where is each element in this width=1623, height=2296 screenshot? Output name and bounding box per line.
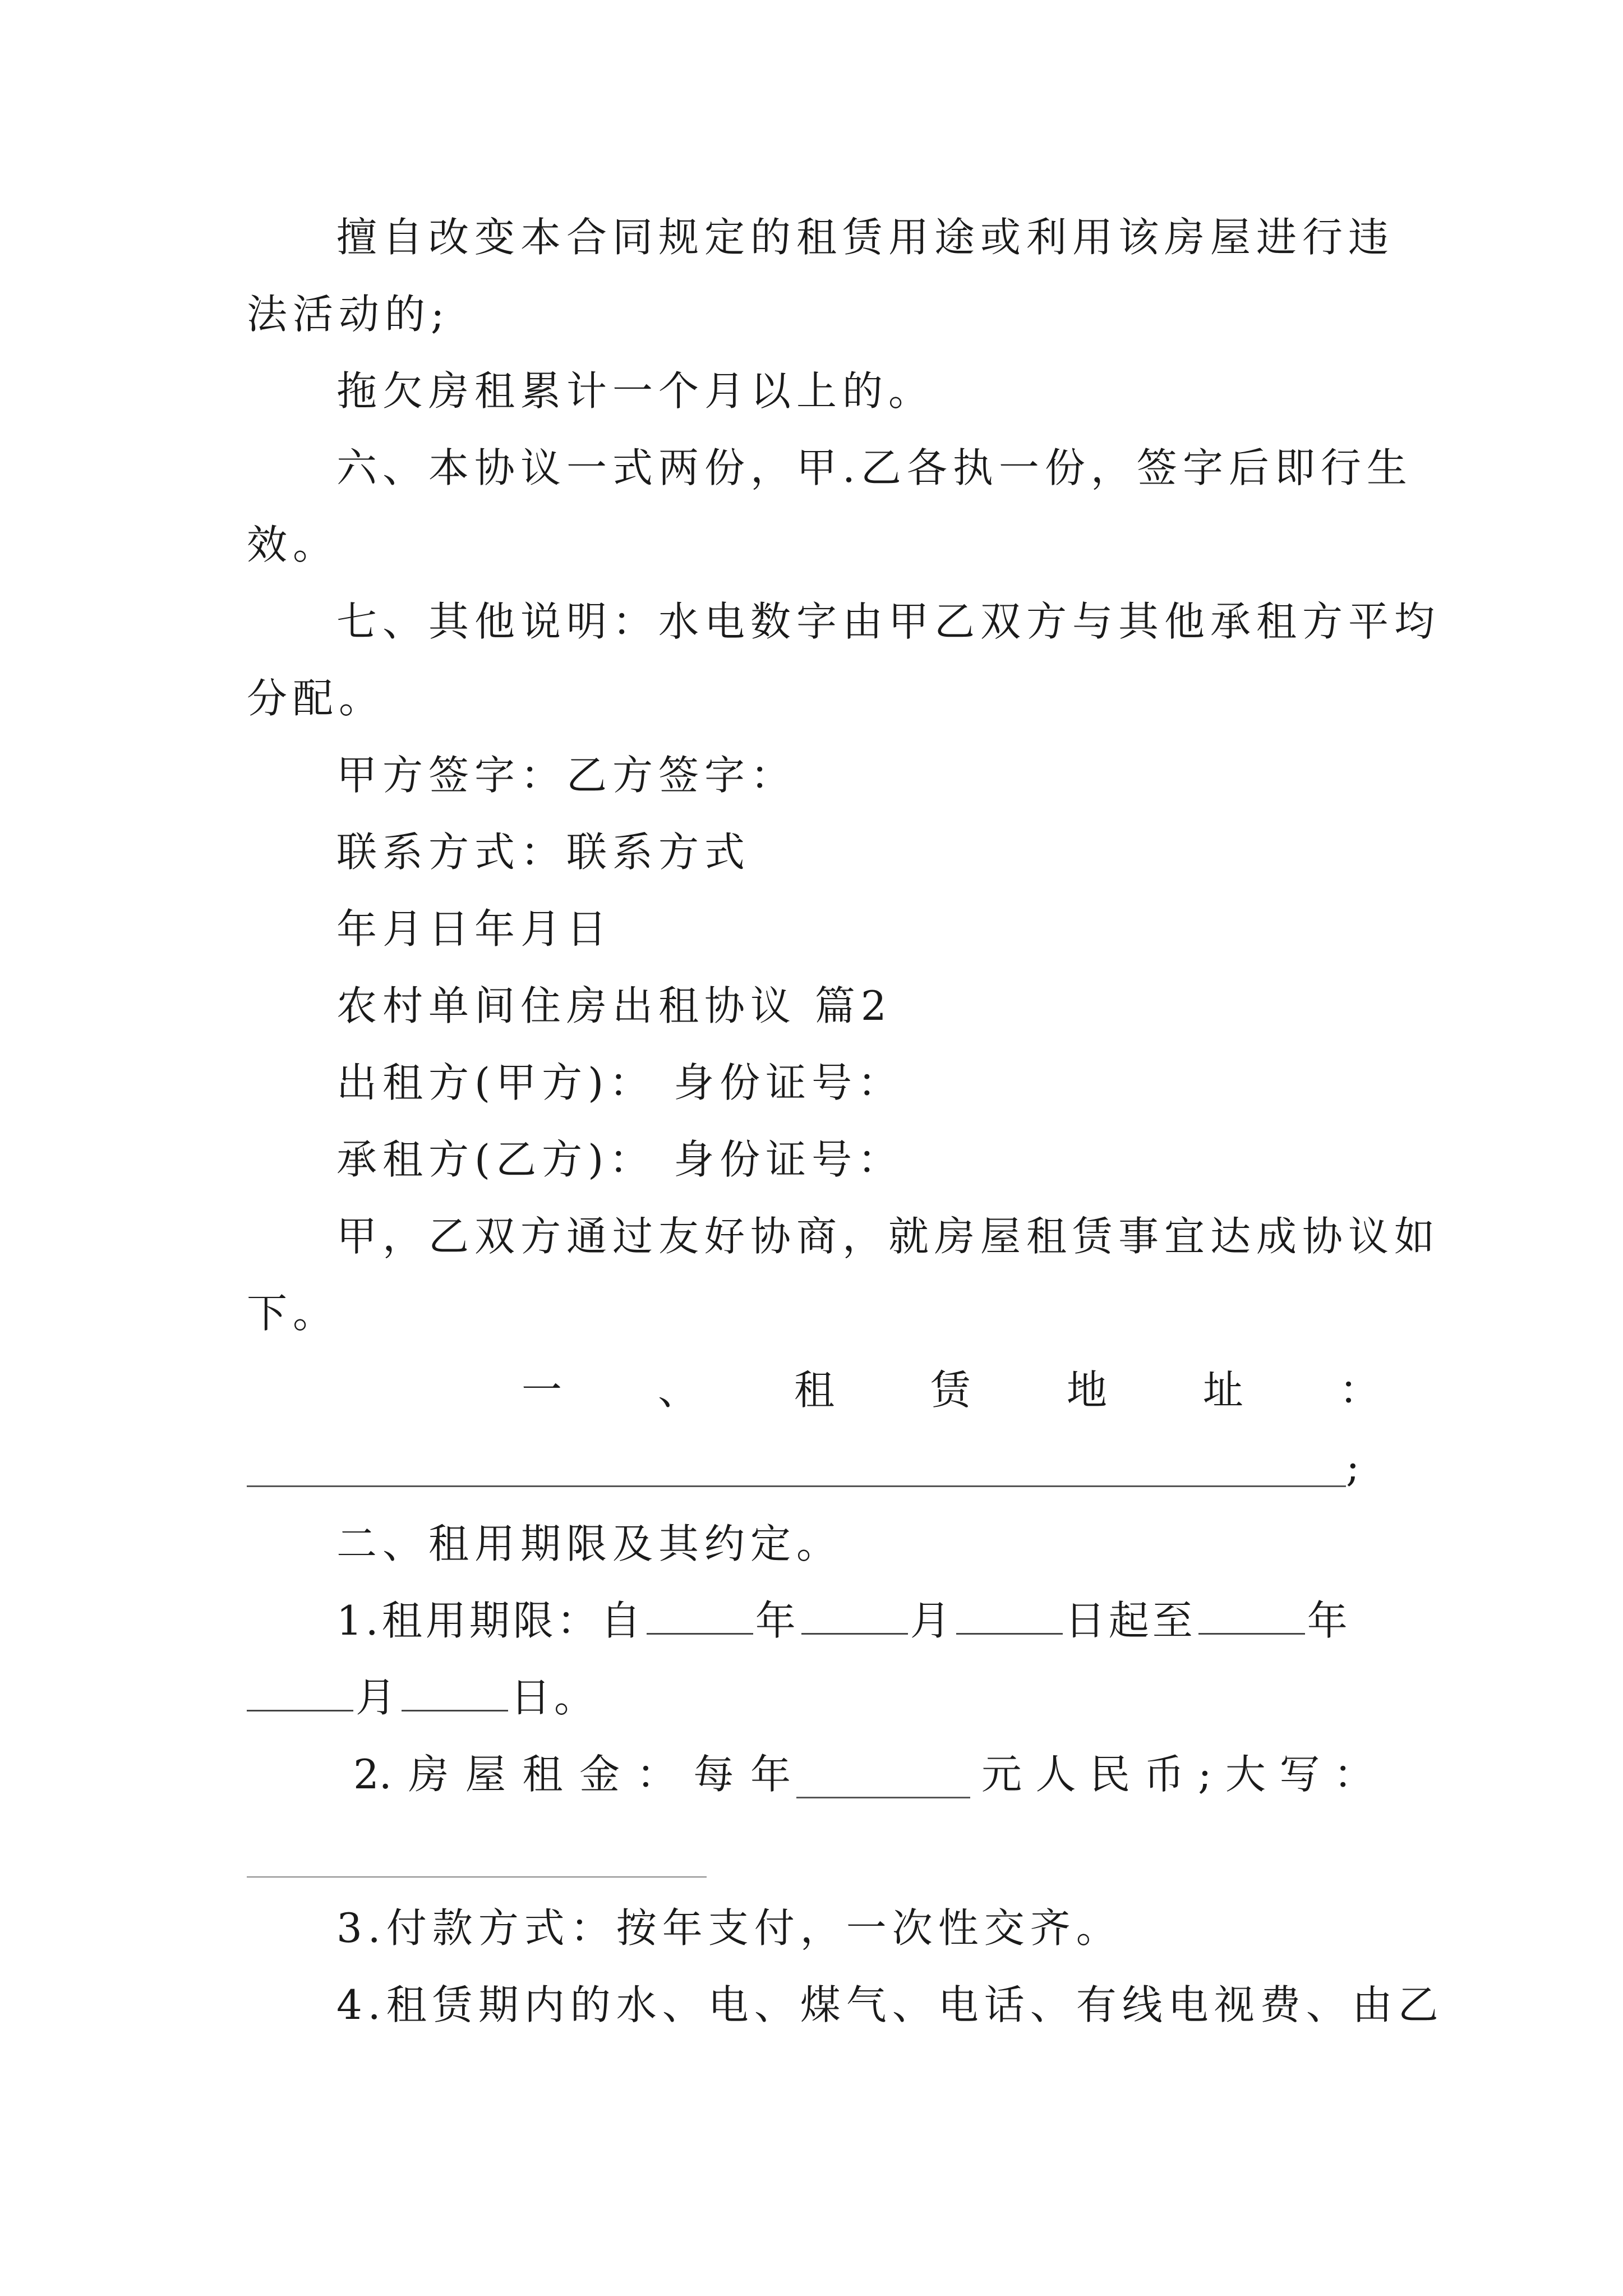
- date-line: 年月日年月日: [336, 905, 613, 953]
- rent-line-right: [981, 1746, 1374, 1802]
- contact-line: 联系方式：联系方式: [336, 829, 751, 876]
- paragraph-line: 下。: [247, 1290, 339, 1337]
- rent-char: 年: [750, 1751, 791, 1798]
- paragraph-line: 甲，乙双方通过友好协商，就房屋租赁事宜达成协议如: [336, 1213, 1441, 1260]
- address-label-line: [522, 1362, 1380, 1418]
- year-blank: [647, 1594, 753, 1635]
- rent-uppercase-blank: [247, 1876, 707, 1878]
- term-line: [336, 1593, 1351, 1649]
- day-blank: [402, 1671, 508, 1711]
- rent-char: 元: [981, 1751, 1022, 1798]
- year-blank: [1198, 1594, 1305, 1635]
- term-month-end: 月: [356, 1674, 400, 1721]
- rent-char: 大: [1225, 1751, 1266, 1798]
- rent-char: 屋: [465, 1751, 506, 1798]
- paragraph-line: 六、本协议一式两份，甲.乙各执一份，签字后即行生: [336, 444, 1413, 491]
- address-char: 、: [657, 1366, 698, 1414]
- rent-char: 人: [1035, 1751, 1076, 1798]
- term-year-end: 年: [1307, 1597, 1351, 1644]
- address-char: 租: [794, 1366, 834, 1414]
- rent-amount-blank: [796, 1797, 970, 1798]
- rent-char: 每: [693, 1751, 734, 1798]
- paragraph-line: 七、其他说明：水电数字由甲乙双方与其他承租方平均: [336, 598, 1441, 645]
- rent-char: ：: [636, 1751, 677, 1798]
- day-blank: [956, 1594, 1063, 1635]
- rent-char: 房: [408, 1751, 449, 1798]
- address-char: 址: [1202, 1366, 1243, 1414]
- address-char: ：: [1339, 1366, 1380, 1414]
- rent-char: 租: [522, 1751, 563, 1798]
- term-month: 月: [910, 1597, 954, 1644]
- paragraph-line: 拖欠房租累计一个月以上的。: [336, 367, 935, 415]
- address-char: 一: [522, 1366, 562, 1414]
- address-char: 赁: [930, 1366, 971, 1414]
- paragraph-line: 效。: [247, 521, 339, 568]
- payment-line: 3.付款方式：按年支付，一次性交齐。: [336, 1904, 1122, 1952]
- term-prefix: 1.租用期限：自: [336, 1597, 644, 1644]
- address-blank: [247, 1485, 1346, 1487]
- section-title: 农村单间住房出租协议 篇2: [336, 982, 892, 1029]
- month-blank: [247, 1671, 353, 1711]
- paragraph-line: 分配。: [247, 675, 385, 722]
- paragraph-line: 擅自改变本合同规定的租赁用途或利用该房屋进行违: [336, 214, 1395, 261]
- rent-line-left: [353, 1746, 791, 1802]
- term-year: 年: [755, 1597, 799, 1644]
- term-day: 日起至: [1064, 1597, 1196, 1644]
- signature-line: 甲方签字：乙方签字：: [336, 752, 797, 799]
- rent-char: 写: [1279, 1751, 1320, 1798]
- rent-char: 金: [579, 1751, 620, 1798]
- utilities-line: 4.租赁期内的水、电、煤气、电话、有线电视费、由乙: [336, 1981, 1444, 2028]
- term-day-end: 日。: [510, 1674, 598, 1721]
- rent-char: 2.: [353, 1751, 392, 1798]
- address-char: 地: [1066, 1366, 1107, 1414]
- rent-char: 币: [1144, 1751, 1184, 1798]
- rent-char: 民: [1090, 1751, 1131, 1798]
- month-blank: [801, 1594, 908, 1635]
- rent-char: ：: [1333, 1751, 1374, 1798]
- term-line-cont: [247, 1669, 598, 1726]
- section-heading: 二、租用期限及其约定。: [336, 1520, 843, 1567]
- rent-char: ;: [1198, 1751, 1212, 1798]
- paragraph-line: 法活动的;: [247, 291, 450, 338]
- address-end: ;: [1346, 1443, 1366, 1490]
- lessee-line: 承租方(乙方)： 身份证号：: [336, 1136, 904, 1183]
- lessor-line: 出租方(甲方)： 身份证号：: [336, 1059, 904, 1106]
